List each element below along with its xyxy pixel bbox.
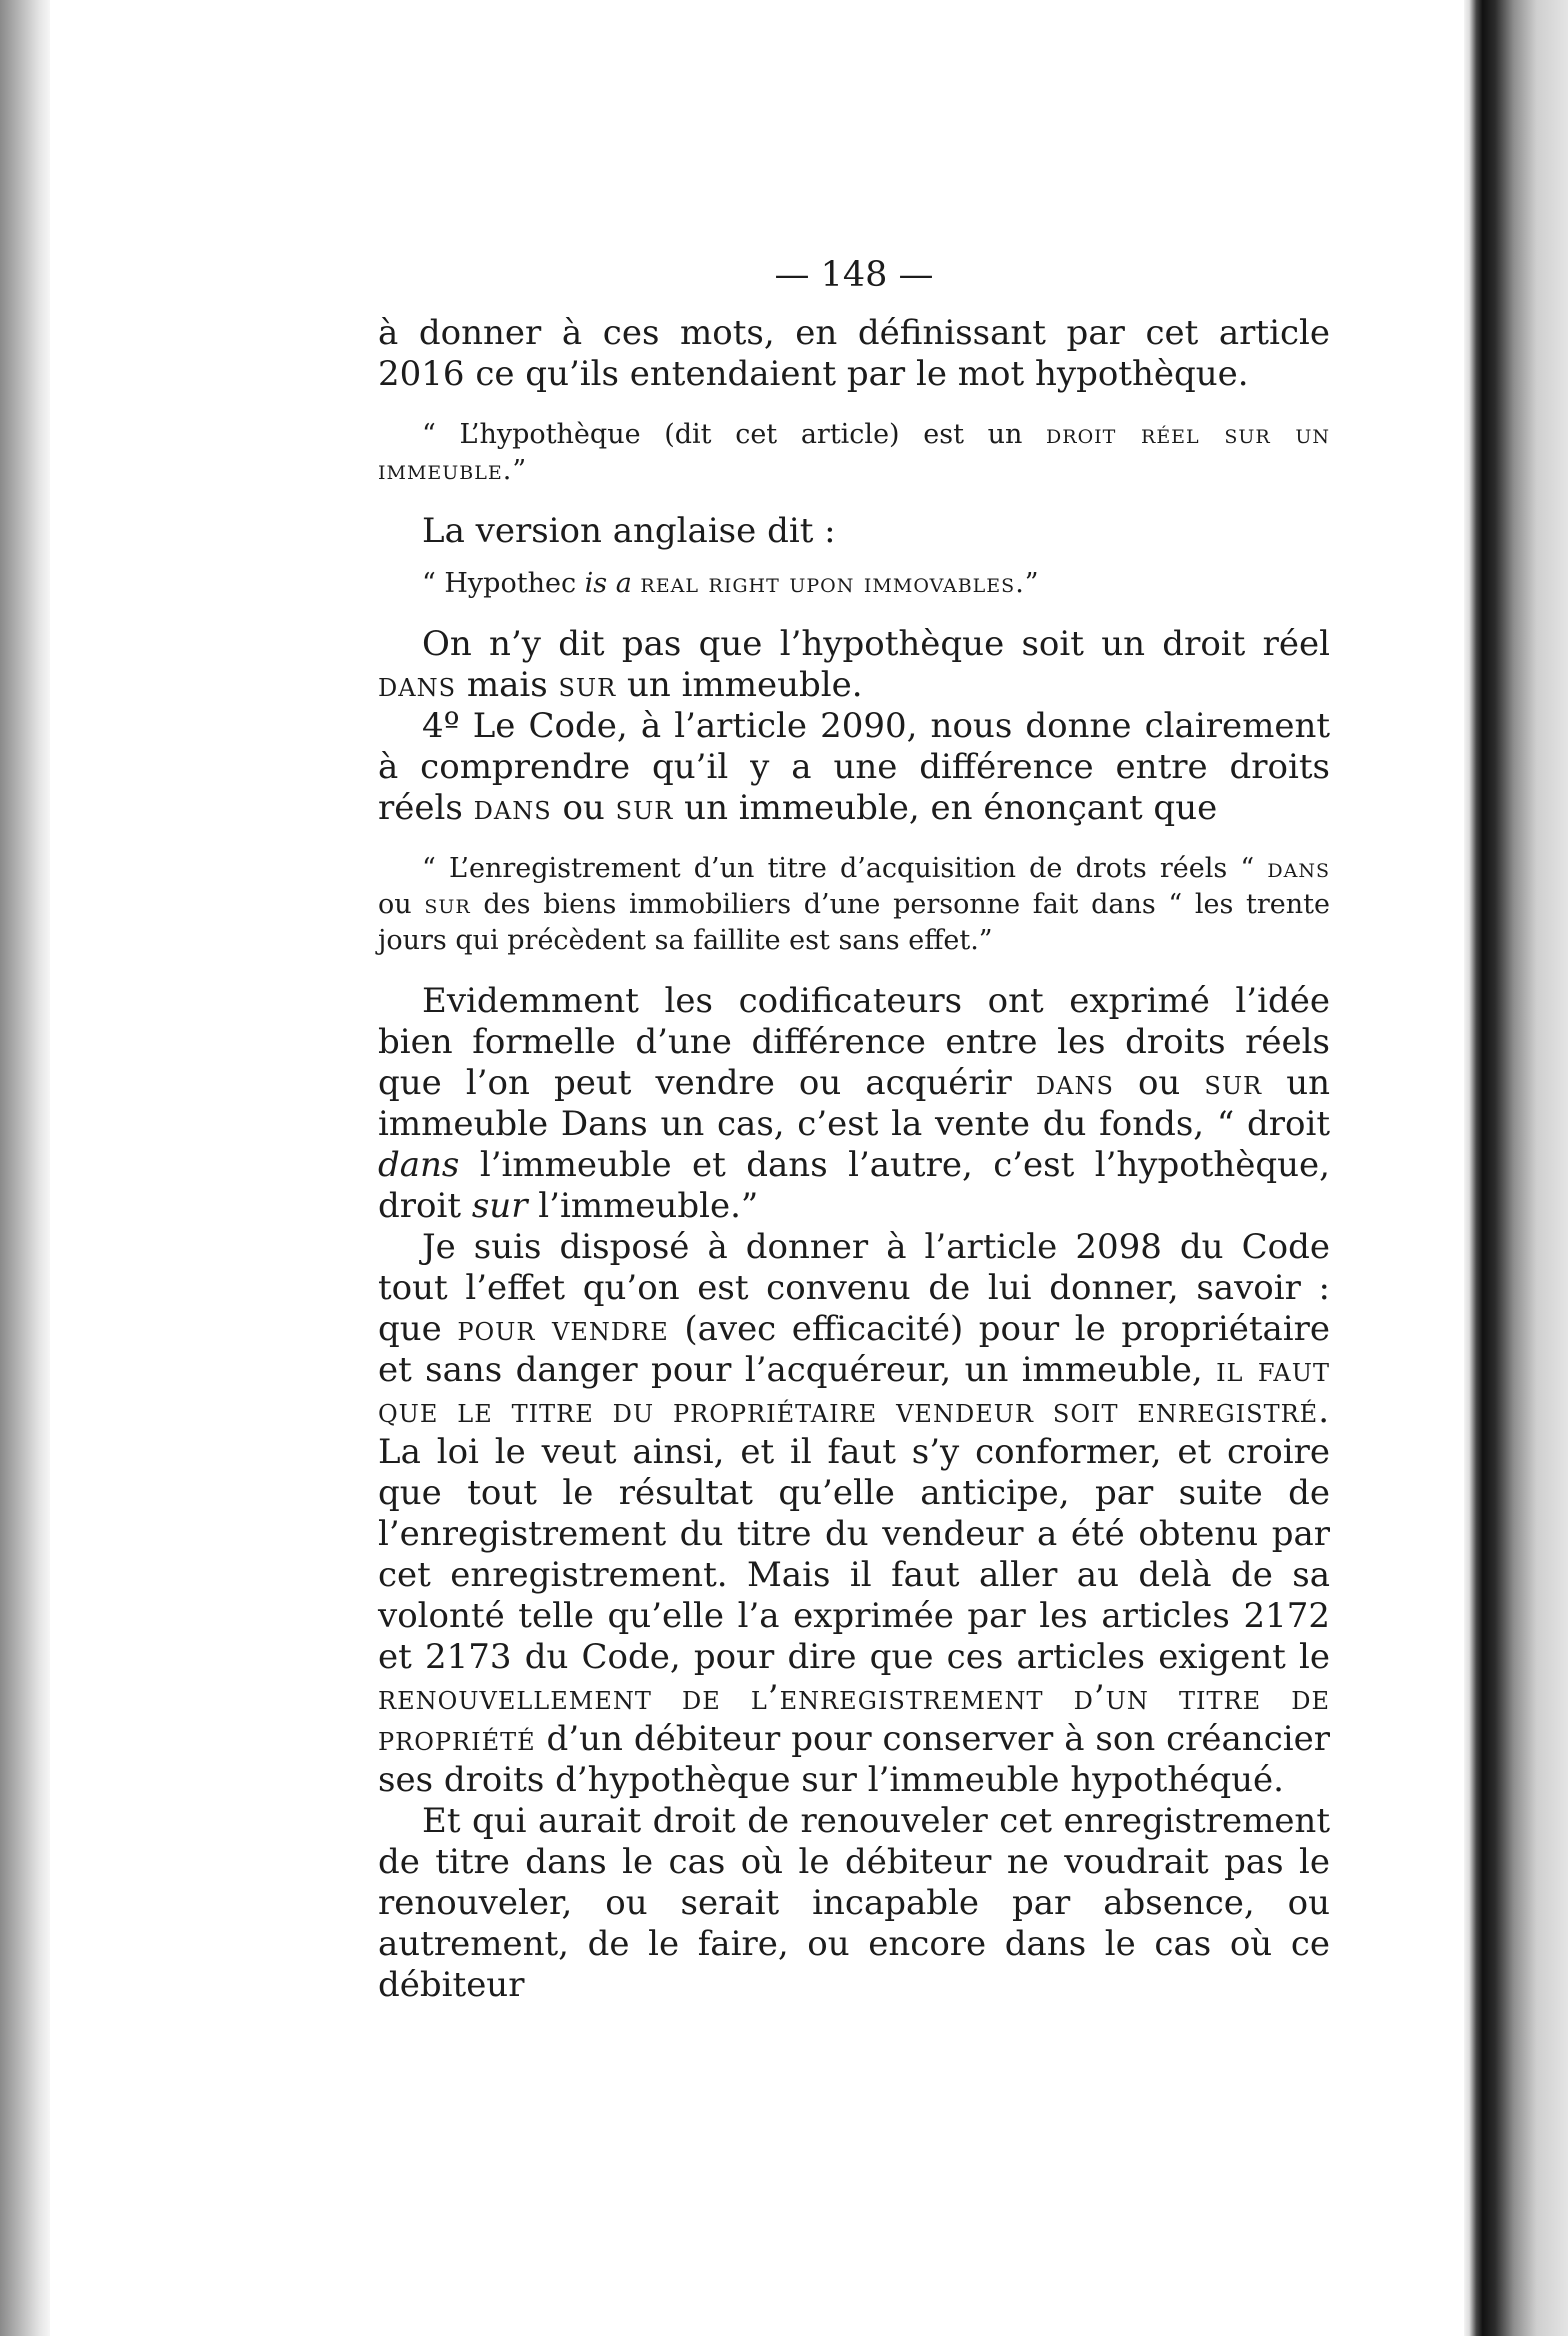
scan-left-edge — [0, 0, 50, 2336]
quote-english-version: “ Hypothec is a real right upon immovables.” — [422, 568, 1039, 599]
book-page — [378, 255, 1330, 2006]
quote-article-2090: “ L’enregistrement d’un titre d’acquisition de drots réels “ dans ou sur des biens immobiliers d’une personne fait dans “ les trente jours qui précèdent sa faillite est sans effet.” — [378, 853, 1330, 956]
scan-right-edge — [1464, 0, 1568, 2336]
paragraph-5: Evidemment les codificateurs ont exprimé l’idée bien formelle d’une différence entre les droits réels que l’on peut vendre ou acquérir dans ou sur un immeuble Dans un cas, c’est la vente du fonds, “ droit dans l’immeuble et dans l’autre, c’est l’hypothèque, droit sur l’immeuble.” — [378, 981, 1330, 1226]
paragraph-4: 4º Le Code, à l’article 2090, nous donne clairement à comprendre qu’il y a une différence entre droits réels dans ou sur un immeuble, en énonçant que — [378, 706, 1330, 828]
paragraph-2: La version anglaise dit : — [422, 511, 836, 551]
paragraph-6: Je suis disposé à donner à l’article 2098 du Code tout l’effet qu’on est convenu de lui donner, savoir : que pour vendre (avec efficacité) pour le propriétaire et sans danger pour l’acquéreur, un immeuble, il faut que le titre du propriétaire vendeur soit enregistré. La loi le veut ainsi, et il faut s’y conformer, et croire que tout le résultat qu’elle anticipe, par suite de l’enregistrement du titre du vendeur a été obtenu par cet enregistrement. Mais il faut aller au delà de sa volonté telle qu’elle l’a exprimée par les articles 2172 et 2173 du Code, pour dire que ces articles exigent le renouvellement de l’enregistrement d’un titre de propriété d’un débiteur pour conserver à son créancier ses droits d’hypothèque sur l’immeuble hypothéqué. — [378, 1227, 1331, 1800]
quote-article-2016: “ L’hypothèque (dit cet article) est un droit réel sur un immeuble.” — [378, 419, 1330, 486]
page-number: — 148 — — [774, 255, 934, 295]
paragraph-3: On n’y dit pas que l’hypothèque soit un droit réel dans mais sur un immeuble. — [378, 624, 1330, 705]
paragraph-1: à donner à ces mots, en définissant par cet article 2016 ce qu’ils entendaient par le mot hypothèque. — [378, 313, 1330, 394]
paragraph-7: Et qui aurait droit de renouveler cet enregistrement de titre dans le cas où le débiteur ne voudrait pas le renouveler, ou serait incapable par absence, ou autrement, de le faire, ou encore dans le cas où ce débiteur — [378, 1801, 1330, 2005]
